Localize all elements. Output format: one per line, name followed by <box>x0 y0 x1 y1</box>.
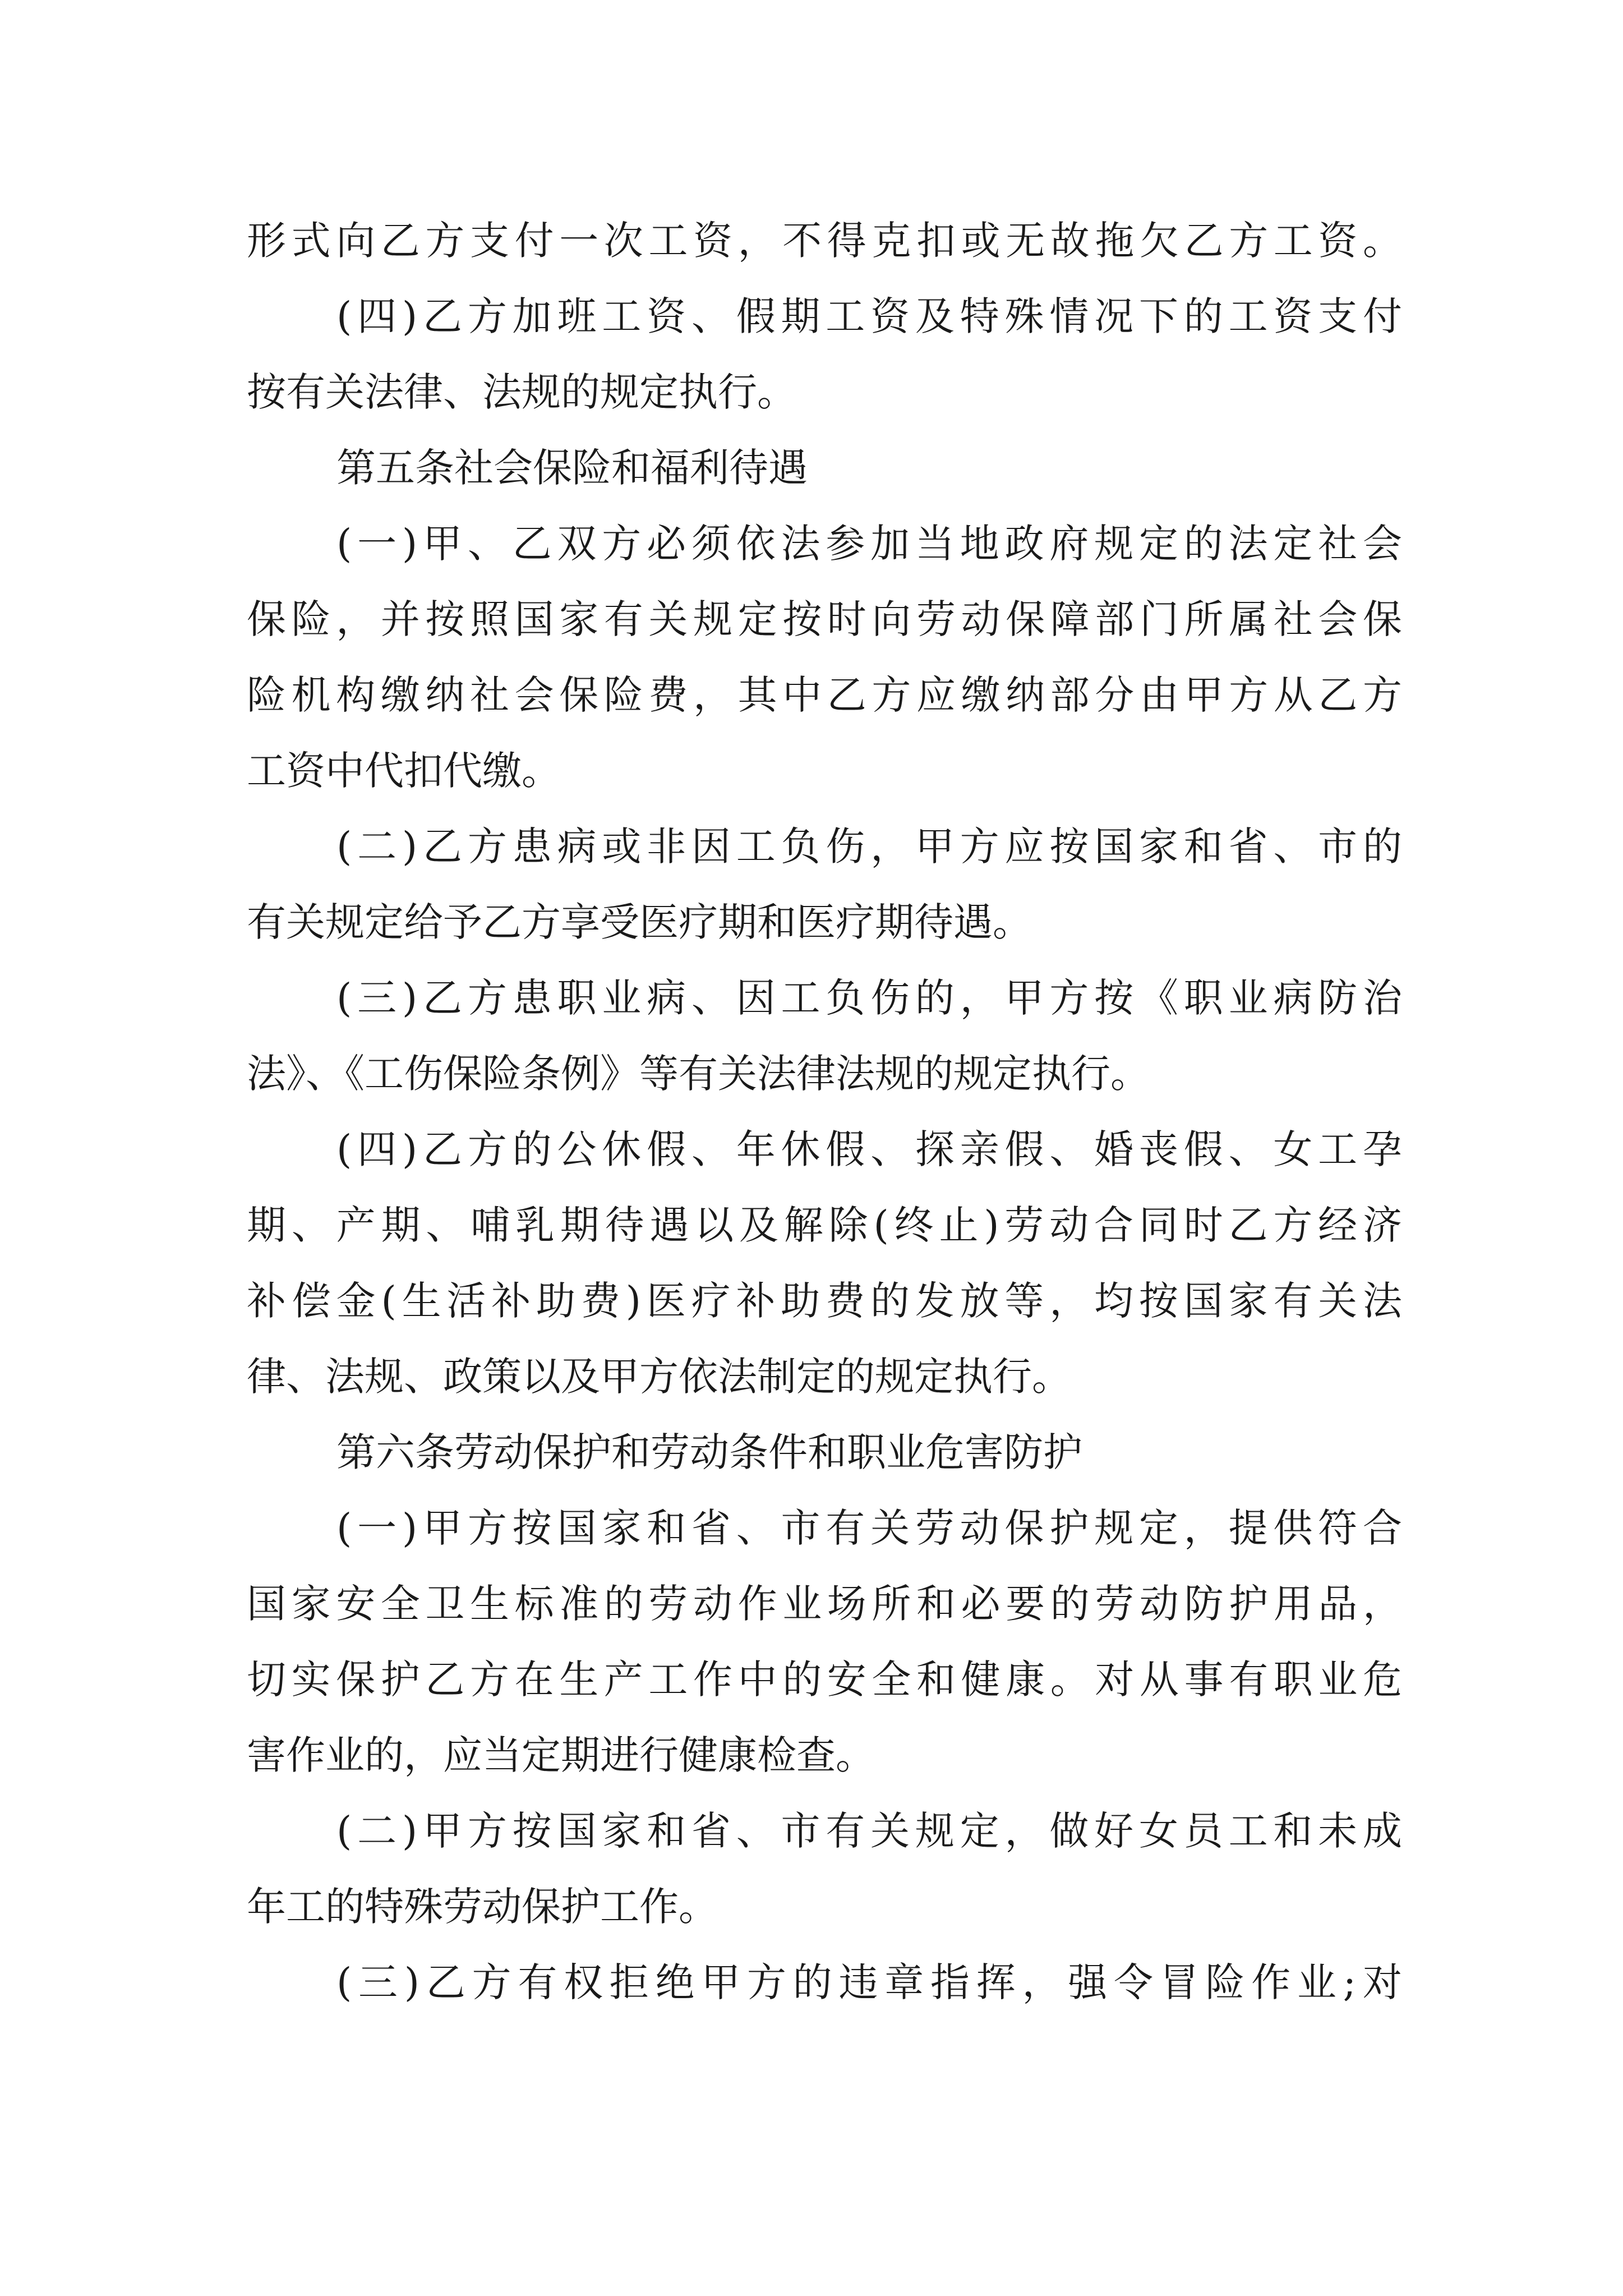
text-line: 险机构缴纳社会保险费，其中乙方应缴纳部分由甲方从乙方 <box>247 672 1402 718</box>
text-line: 期、产期、哺乳期待遇以及解除(终止)劳动合同时乙方经济 <box>247 1202 1402 1248</box>
text-line: 按有关法律、法规的规定执行。 <box>247 369 796 415</box>
text-line: 国家安全卫生标准的劳动作业场所和必要的劳动防护用品， <box>247 1581 1402 1627</box>
text-line: 第六条劳动保护和劳动条件和职业危害防护 <box>336 1429 1082 1475</box>
text-line: 有关规定给予乙方享受医疗期和医疗期待遇。 <box>247 899 1032 945</box>
text-line: 保险，并按照国家有关规定按时向劳动保障部门所属社会保 <box>247 596 1402 642</box>
text-line: 法》、《工伤保险条例》等有关法律法规的规定执行。 <box>247 1051 1150 1097</box>
text-line: (一)甲、乙双方必须依法参加当地政府规定的法定社会 <box>336 521 1402 567</box>
text-line: 第五条社会保险和福利待遇 <box>336 445 808 491</box>
text-line: 切实保护乙方在生产工作中的安全和健康。对从事有职业危 <box>247 1657 1402 1703</box>
text-line: 形式向乙方支付一次工资，不得克扣或无故拖欠乙方工资。 <box>247 218 1402 264</box>
text-line: (四)乙方的公休假、年休假、探亲假、婚丧假、女工孕 <box>336 1126 1402 1172</box>
text-line: 工资中代扣代缴。 <box>247 748 561 794</box>
body-text <box>247 203 1402 2021</box>
text-line: 害作业的，应当定期进行健康检查。 <box>247 1732 875 1778</box>
text-line: (四)乙方加班工资、假期工资及特殊情况下的工资支付 <box>336 293 1402 339</box>
text-line: (二)乙方患病或非因工负伤，甲方应按国家和省、市的 <box>336 823 1402 869</box>
text-line: (三)乙方有权拒绝甲方的违章指挥，强令冒险作业;对 <box>336 1959 1402 2005</box>
text-line: 律、法规、政策以及甲方依法制定的规定执行。 <box>247 1354 1071 1400</box>
text-line: 补偿金(生活补助费)医疗补助费的发放等，均按国家有关法 <box>247 1278 1402 1324</box>
text-line: (二)甲方按国家和省、市有关规定，做好女员工和未成 <box>336 1808 1402 1854</box>
text-line: (三)乙方患职业病、因工负伤的，甲方按《职业病防治 <box>336 975 1402 1021</box>
text-line: 年工的特殊劳动保护工作。 <box>247 1884 718 1930</box>
text-line: (一)甲方按国家和省、市有关劳动保护规定，提供符合 <box>336 1505 1402 1551</box>
